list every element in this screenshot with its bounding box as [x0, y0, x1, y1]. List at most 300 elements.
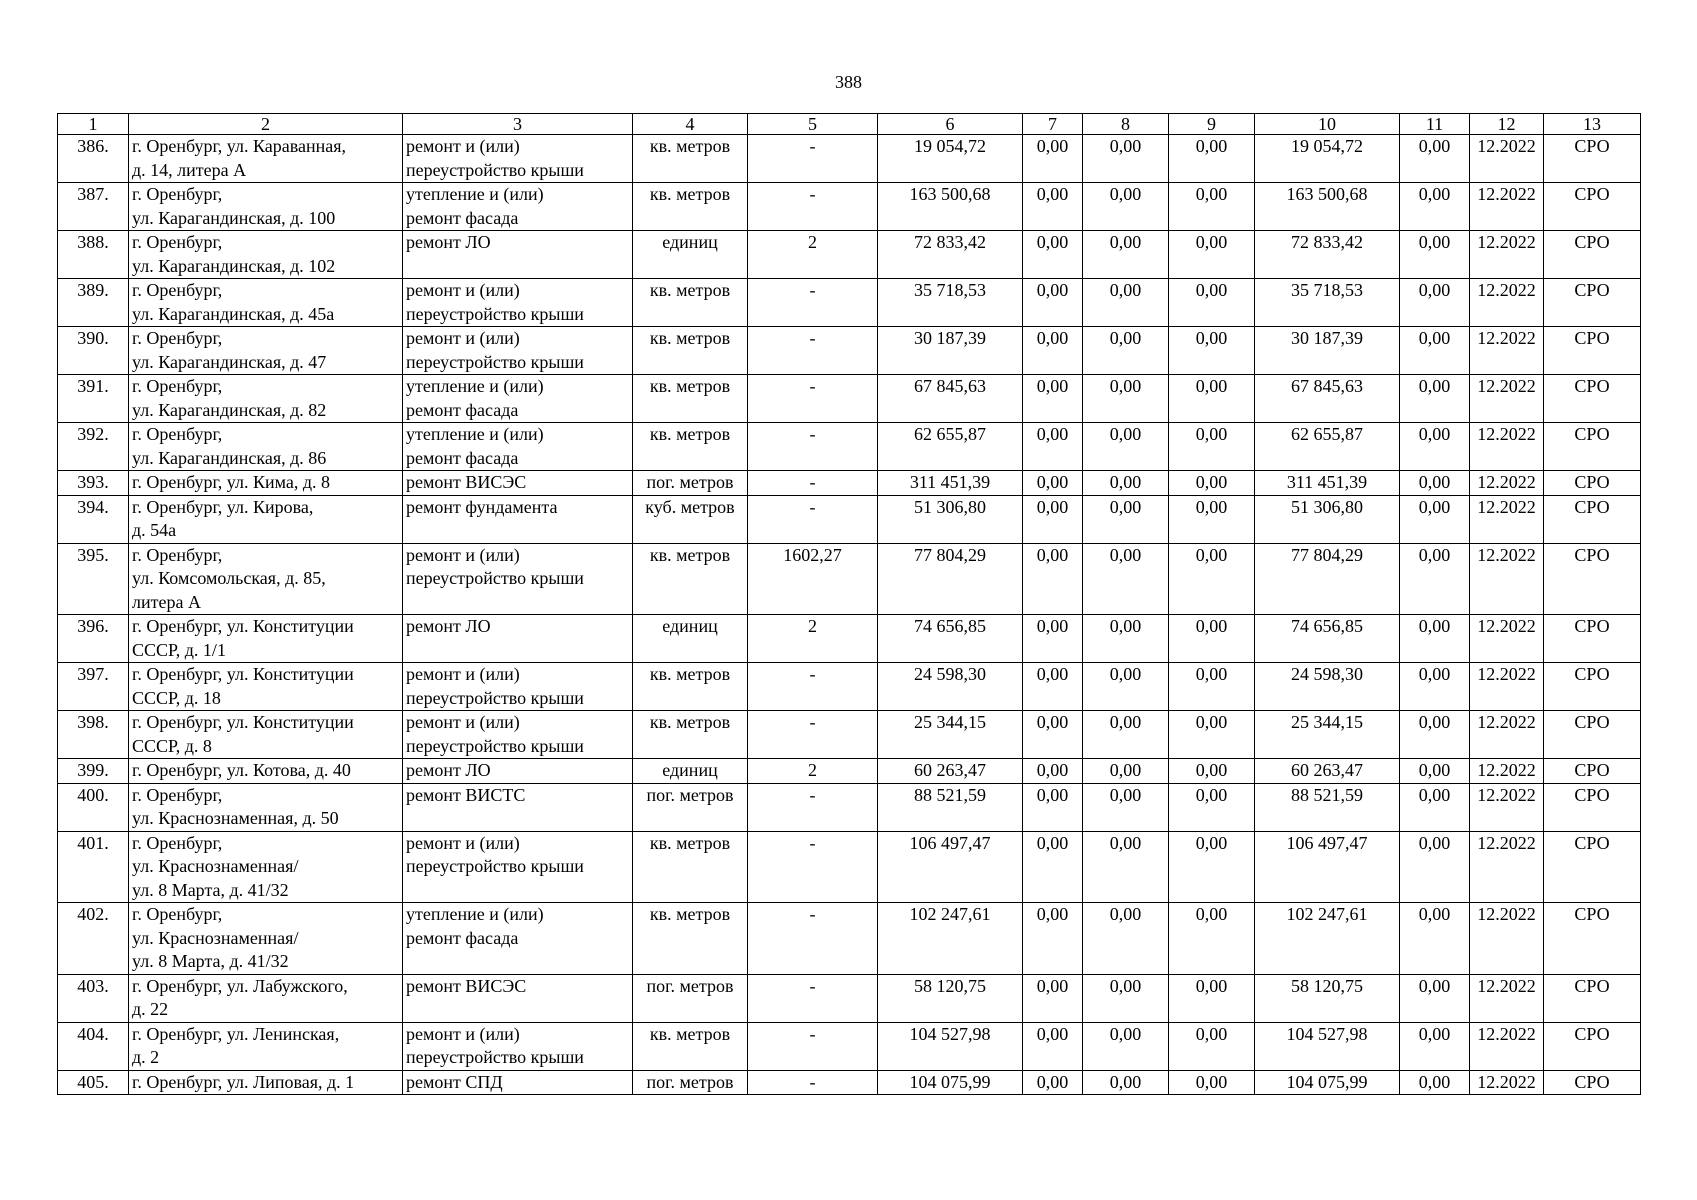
- completion-date: 12.2022: [1470, 783, 1544, 831]
- completion-date: 12.2022: [1470, 663, 1544, 711]
- total-cost: 24 598,30: [878, 663, 1023, 711]
- cost-col-9: 0,00: [1169, 903, 1255, 975]
- organization: СРО: [1544, 759, 1641, 784]
- work-type: [403, 471, 633, 496]
- unit: пог. метров: [633, 1070, 748, 1095]
- completion-date: 12.2022: [1470, 759, 1544, 784]
- cost-col-11: 0,00: [1400, 183, 1470, 231]
- address: [129, 663, 403, 711]
- work-type-line: ремонт и (или): [406, 328, 520, 348]
- organization: СРО: [1544, 327, 1641, 375]
- cost-col-7: 0,00: [1023, 375, 1083, 423]
- cost-col-7: 0,00: [1023, 135, 1083, 183]
- work-type-line: ремонт и (или): [406, 544, 520, 565]
- completion-date: 12.2022: [1470, 471, 1544, 496]
- work-type: [403, 183, 633, 231]
- row-number: 390.: [58, 327, 129, 375]
- row-number: 403.: [58, 974, 129, 1022]
- address: [129, 471, 403, 496]
- address-line: г. Оренбург,: [132, 184, 223, 204]
- address-line: д. 22: [132, 999, 169, 1019]
- row-number: 398.: [58, 711, 129, 759]
- cost-col-9: 0,00: [1169, 471, 1255, 496]
- work-type: [403, 1022, 633, 1070]
- work-type-line: утепление и (или): [406, 424, 544, 444]
- cost-col-11: 0,00: [1400, 759, 1470, 784]
- work-type: [403, 1070, 633, 1095]
- table-row: [58, 231, 1641, 279]
- cost-col-9: 0,00: [1169, 543, 1255, 615]
- cost-col-9: 0,00: [1169, 759, 1255, 784]
- address-line: г. Оренбург, ул. Конституции: [132, 712, 354, 732]
- unit: единиц: [633, 231, 748, 279]
- work-type-line: переустройство крыши: [406, 856, 584, 876]
- total-cost: 30 187,39: [878, 327, 1023, 375]
- work-type-line: ремонт и (или): [406, 136, 520, 156]
- address: [129, 974, 403, 1022]
- cost-col-9: 0,00: [1169, 1022, 1255, 1070]
- total-cost: 58 120,75: [878, 974, 1023, 1022]
- address: [129, 615, 403, 663]
- work-type-line: переустройство крыши: [406, 351, 584, 372]
- table-row: [58, 1070, 1641, 1095]
- cost-col-8: 0,00: [1083, 1022, 1169, 1070]
- work-type-line: утепление и (или): [406, 904, 544, 924]
- work-type-line: переустройство крыши: [406, 159, 584, 180]
- header-row: [58, 114, 1641, 135]
- row-number: 386.: [58, 135, 129, 183]
- work-type-line: переустройство крыши: [406, 735, 584, 756]
- row-number: 405.: [58, 1070, 129, 1095]
- cost-col-7: 0,00: [1023, 423, 1083, 471]
- work-type: [403, 663, 633, 711]
- address-line: ул. Карагандинская, д. 45а: [132, 303, 335, 324]
- address: [129, 831, 403, 903]
- work-type-line: переустройство крыши: [406, 1047, 584, 1067]
- completion-date: 12.2022: [1470, 495, 1544, 543]
- completion-date: 12.2022: [1470, 183, 1544, 231]
- organization: СРО: [1544, 135, 1641, 183]
- row-number: 388.: [58, 231, 129, 279]
- total-cost: 72 833,42: [878, 231, 1023, 279]
- address-line: ул. Карагандинская, д. 86: [132, 447, 327, 468]
- organization: СРО: [1544, 543, 1641, 615]
- cost-col-7: 0,00: [1023, 759, 1083, 784]
- completion-date: 12.2022: [1470, 543, 1544, 615]
- address-line: г. Оренбург, ул. Ленинская,: [132, 1023, 340, 1044]
- work-type-line: ремонт СПД: [406, 1071, 503, 1092]
- work-type: [403, 783, 633, 831]
- work-type-line: переустройство крыши: [406, 687, 584, 708]
- unit: единиц: [633, 759, 748, 784]
- cost-col-8: 0,00: [1083, 423, 1169, 471]
- address: [129, 543, 403, 615]
- address-line: г. Оренбург, ул. Конституции: [132, 664, 354, 684]
- cost-col-11: 0,00: [1400, 423, 1470, 471]
- quantity: -: [748, 783, 878, 831]
- cost-col-10: 74 656,85: [1255, 615, 1400, 663]
- total-cost: 62 655,87: [878, 423, 1023, 471]
- total-cost: 67 845,63: [878, 375, 1023, 423]
- cost-col-11: 0,00: [1400, 231, 1470, 279]
- address: [129, 759, 403, 784]
- work-type-line: ремонт фасада: [406, 447, 519, 468]
- address-line: ул. Краснознаменная/: [132, 856, 299, 876]
- unit: кв. метров: [633, 375, 748, 423]
- column-header: 1: [58, 114, 129, 135]
- cost-col-7: 0,00: [1023, 1022, 1083, 1070]
- organization: СРО: [1544, 495, 1641, 543]
- unit: кв. метров: [633, 327, 748, 375]
- cost-col-9: 0,00: [1169, 974, 1255, 1022]
- address: [129, 231, 403, 279]
- work-type-line: ремонт ВИСЭС: [406, 472, 527, 492]
- row-number: 399.: [58, 759, 129, 784]
- completion-date: 12.2022: [1470, 903, 1544, 975]
- cost-col-7: 0,00: [1023, 974, 1083, 1022]
- cost-col-10: 19 054,72: [1255, 135, 1400, 183]
- completion-date: 12.2022: [1470, 375, 1544, 423]
- completion-date: 12.2022: [1470, 423, 1544, 471]
- address-line: д. 14, литера А: [132, 159, 247, 180]
- cost-col-8: 0,00: [1083, 831, 1169, 903]
- cost-col-11: 0,00: [1400, 543, 1470, 615]
- column-header: 13: [1544, 114, 1641, 135]
- total-cost: 25 344,15: [878, 711, 1023, 759]
- work-type: [403, 759, 633, 784]
- cost-col-8: 0,00: [1083, 759, 1169, 784]
- work-type-line: ремонт и (или): [406, 1023, 520, 1044]
- work-type-line: ремонт фасада: [406, 927, 519, 948]
- cost-col-7: 0,00: [1023, 783, 1083, 831]
- address-line: ул. 8 Марта, д. 41/32: [132, 951, 289, 971]
- work-type-line: ремонт и (или): [406, 832, 520, 853]
- completion-date: 12.2022: [1470, 135, 1544, 183]
- table-row: [58, 327, 1641, 375]
- cost-col-7: 0,00: [1023, 711, 1083, 759]
- work-type: [403, 974, 633, 1022]
- organization: СРО: [1544, 375, 1641, 423]
- quantity: -: [748, 831, 878, 903]
- work-type-line: ремонт и (или): [406, 664, 520, 684]
- address: [129, 135, 403, 183]
- organization: СРО: [1544, 663, 1641, 711]
- address-line: СССР, д. 8: [132, 735, 212, 756]
- address-line: г. Оренбург,: [132, 376, 223, 396]
- cost-col-7: 0,00: [1023, 663, 1083, 711]
- table-row: [58, 663, 1641, 711]
- cost-col-10: 25 344,15: [1255, 711, 1400, 759]
- cost-col-11: 0,00: [1400, 135, 1470, 183]
- cost-col-7: 0,00: [1023, 183, 1083, 231]
- address-line: г. Оренбург, ул. Лабужского,: [132, 975, 348, 996]
- address-line: г. Оренбург, ул. Липовая, д. 1: [132, 1071, 355, 1092]
- work-type-line: переустройство крыши: [406, 303, 584, 324]
- cost-col-11: 0,00: [1400, 375, 1470, 423]
- unit: кв. метров: [633, 423, 748, 471]
- table-row: [58, 543, 1641, 615]
- column-header: 7: [1023, 114, 1083, 135]
- address-line: г. Оренбург,: [132, 784, 223, 805]
- total-cost: 106 497,47: [878, 831, 1023, 903]
- quantity: -: [748, 495, 878, 543]
- quantity: -: [748, 711, 878, 759]
- cost-col-9: 0,00: [1169, 135, 1255, 183]
- unit: пог. метров: [633, 471, 748, 496]
- address-line: г. Оренбург, ул. Котова, д. 40: [132, 760, 351, 780]
- cost-col-11: 0,00: [1400, 471, 1470, 496]
- cost-col-11: 0,00: [1400, 903, 1470, 975]
- unit: пог. метров: [633, 783, 748, 831]
- address: [129, 375, 403, 423]
- organization: СРО: [1544, 231, 1641, 279]
- address: [129, 783, 403, 831]
- address-line: д. 2: [132, 1047, 160, 1067]
- address-line: д. 54а: [132, 520, 177, 540]
- table-row: [58, 783, 1641, 831]
- unit: кв. метров: [633, 1022, 748, 1070]
- address-line: литера А: [132, 591, 201, 612]
- unit: единиц: [633, 615, 748, 663]
- organization: СРО: [1544, 279, 1641, 327]
- cost-col-8: 0,00: [1083, 135, 1169, 183]
- cost-col-8: 0,00: [1083, 543, 1169, 615]
- address: [129, 1022, 403, 1070]
- repair-plan-table: [57, 113, 1641, 1095]
- cost-col-11: 0,00: [1400, 831, 1470, 903]
- page-number: 388: [835, 72, 862, 92]
- cost-col-9: 0,00: [1169, 1070, 1255, 1095]
- column-header: 6: [878, 114, 1023, 135]
- cost-col-7: 0,00: [1023, 831, 1083, 903]
- table-row: [58, 471, 1641, 496]
- work-type-line: переустройство крыши: [406, 568, 584, 588]
- cost-col-10: 311 451,39: [1255, 471, 1400, 496]
- column-header: 8: [1083, 114, 1169, 135]
- unit: кв. метров: [633, 135, 748, 183]
- organization: СРО: [1544, 831, 1641, 903]
- table-row: [58, 183, 1641, 231]
- address-line: ул. Краснознаменная, д. 50: [132, 808, 339, 828]
- cost-col-11: 0,00: [1400, 663, 1470, 711]
- total-cost: 163 500,68: [878, 183, 1023, 231]
- work-type: [403, 831, 633, 903]
- work-type: [403, 495, 633, 543]
- total-cost: 88 521,59: [878, 783, 1023, 831]
- table-row: [58, 135, 1641, 183]
- cost-col-8: 0,00: [1083, 783, 1169, 831]
- total-cost: 60 263,47: [878, 759, 1023, 784]
- row-number: 397.: [58, 663, 129, 711]
- unit: кв. метров: [633, 183, 748, 231]
- cost-col-10: 77 804,29: [1255, 543, 1400, 615]
- address: [129, 327, 403, 375]
- cost-col-10: 35 718,53: [1255, 279, 1400, 327]
- address: [129, 495, 403, 543]
- cost-col-8: 0,00: [1083, 471, 1169, 496]
- organization: СРО: [1544, 711, 1641, 759]
- cost-col-9: 0,00: [1169, 183, 1255, 231]
- table-row: [58, 615, 1641, 663]
- cost-col-8: 0,00: [1083, 375, 1169, 423]
- address: [129, 1070, 403, 1095]
- cost-col-9: 0,00: [1169, 711, 1255, 759]
- cost-col-11: 0,00: [1400, 327, 1470, 375]
- quantity: -: [748, 279, 878, 327]
- cost-col-9: 0,00: [1169, 279, 1255, 327]
- cost-col-7: 0,00: [1023, 279, 1083, 327]
- quantity: -: [748, 471, 878, 496]
- cost-col-9: 0,00: [1169, 495, 1255, 543]
- total-cost: 311 451,39: [878, 471, 1023, 496]
- total-cost: 35 718,53: [878, 279, 1023, 327]
- cost-col-10: 51 306,80: [1255, 495, 1400, 543]
- table-row: [58, 974, 1641, 1022]
- work-type-line: ремонт и (или): [406, 280, 520, 300]
- row-number: 401.: [58, 831, 129, 903]
- cost-col-8: 0,00: [1083, 231, 1169, 279]
- cost-col-10: 104 075,99: [1255, 1070, 1400, 1095]
- table-row: [58, 279, 1641, 327]
- work-type: [403, 903, 633, 975]
- work-type: [403, 231, 633, 279]
- cost-col-10: 67 845,63: [1255, 375, 1400, 423]
- quantity: -: [748, 375, 878, 423]
- cost-col-10: 24 598,30: [1255, 663, 1400, 711]
- quantity: 1602,27: [748, 543, 878, 615]
- table-row: [58, 375, 1641, 423]
- cost-col-10: 106 497,47: [1255, 831, 1400, 903]
- row-number: 392.: [58, 423, 129, 471]
- row-number: 393.: [58, 471, 129, 496]
- work-type-line: ремонт ВИСЭС: [406, 975, 527, 996]
- address: [129, 903, 403, 975]
- column-header: 11: [1400, 114, 1470, 135]
- cost-col-11: 0,00: [1400, 974, 1470, 1022]
- cost-col-7: 0,00: [1023, 471, 1083, 496]
- table-row: [58, 831, 1641, 903]
- cost-col-9: 0,00: [1169, 831, 1255, 903]
- work-type-line: ремонт ЛО: [406, 760, 491, 780]
- organization: СРО: [1544, 903, 1641, 975]
- address-line: СССР, д. 1/1: [132, 639, 226, 660]
- row-number: 400.: [58, 783, 129, 831]
- cost-col-10: 104 527,98: [1255, 1022, 1400, 1070]
- unit: кв. метров: [633, 903, 748, 975]
- cost-col-11: 0,00: [1400, 1022, 1470, 1070]
- quantity: -: [748, 1022, 878, 1070]
- quantity: -: [748, 663, 878, 711]
- completion-date: 12.2022: [1470, 831, 1544, 903]
- total-cost: 19 054,72: [878, 135, 1023, 183]
- cost-col-8: 0,00: [1083, 183, 1169, 231]
- cost-col-7: 0,00: [1023, 231, 1083, 279]
- total-cost: 104 527,98: [878, 1022, 1023, 1070]
- organization: СРО: [1544, 1070, 1641, 1095]
- row-number: 391.: [58, 375, 129, 423]
- cost-col-7: 0,00: [1023, 495, 1083, 543]
- table-row: [58, 903, 1641, 975]
- cost-col-11: 0,00: [1400, 1070, 1470, 1095]
- address: [129, 423, 403, 471]
- cost-col-8: 0,00: [1083, 711, 1169, 759]
- unit: куб. метров: [633, 495, 748, 543]
- row-number: 396.: [58, 615, 129, 663]
- completion-date: 12.2022: [1470, 327, 1544, 375]
- quantity: -: [748, 327, 878, 375]
- column-header: 4: [633, 114, 748, 135]
- column-header: 2: [129, 114, 403, 135]
- quantity: -: [748, 903, 878, 975]
- cost-col-7: 0,00: [1023, 903, 1083, 975]
- work-type: [403, 135, 633, 183]
- unit: кв. метров: [633, 543, 748, 615]
- cost-col-11: 0,00: [1400, 711, 1470, 759]
- address-line: г. Оренбург,: [132, 544, 223, 565]
- address-line: ул. Комсомольская, д. 85,: [132, 568, 326, 588]
- completion-date: 12.2022: [1470, 231, 1544, 279]
- cost-col-9: 0,00: [1169, 375, 1255, 423]
- cost-col-10: 62 655,87: [1255, 423, 1400, 471]
- address-line: г. Оренбург, ул. Кима, д. 8: [132, 472, 331, 492]
- row-number: 402.: [58, 903, 129, 975]
- work-type-line: утепление и (или): [406, 184, 544, 204]
- work-type: [403, 279, 633, 327]
- address-line: ул. Карагандинская, д. 100: [132, 207, 336, 228]
- address: [129, 183, 403, 231]
- quantity: -: [748, 1070, 878, 1095]
- column-header: 12: [1470, 114, 1544, 135]
- address-line: ул. Карагандинская, д. 102: [132, 255, 336, 276]
- organization: СРО: [1544, 615, 1641, 663]
- quantity: -: [748, 135, 878, 183]
- cost-col-10: 102 247,61: [1255, 903, 1400, 975]
- cost-col-7: 0,00: [1023, 327, 1083, 375]
- organization: СРО: [1544, 783, 1641, 831]
- table-row: [58, 495, 1641, 543]
- cost-col-11: 0,00: [1400, 279, 1470, 327]
- total-cost: 104 075,99: [878, 1070, 1023, 1095]
- completion-date: 12.2022: [1470, 1022, 1544, 1070]
- completion-date: 12.2022: [1470, 279, 1544, 327]
- address-line: г. Оренбург,: [132, 280, 223, 300]
- cost-col-9: 0,00: [1169, 423, 1255, 471]
- completion-date: 12.2022: [1470, 615, 1544, 663]
- work-type: [403, 327, 633, 375]
- cost-col-10: 72 833,42: [1255, 231, 1400, 279]
- work-type-line: ремонт фундамента: [406, 496, 558, 517]
- address-line: СССР, д. 18: [132, 687, 221, 708]
- address-line: ул. Краснознаменная/: [132, 927, 299, 948]
- organization: СРО: [1544, 471, 1641, 496]
- column-header: 9: [1169, 114, 1255, 135]
- total-cost: 74 656,85: [878, 615, 1023, 663]
- table-row: [58, 759, 1641, 784]
- organization: СРО: [1544, 1022, 1641, 1070]
- quantity: -: [748, 974, 878, 1022]
- cost-col-8: 0,00: [1083, 974, 1169, 1022]
- row-number: 394.: [58, 495, 129, 543]
- cost-col-7: 0,00: [1023, 543, 1083, 615]
- address-line: г. Оренбург, ул. Кирова,: [132, 496, 314, 517]
- completion-date: 12.2022: [1470, 974, 1544, 1022]
- unit: пог. метров: [633, 974, 748, 1022]
- cost-col-7: 0,00: [1023, 1070, 1083, 1095]
- cost-col-8: 0,00: [1083, 1070, 1169, 1095]
- quantity: -: [748, 423, 878, 471]
- unit: кв. метров: [633, 279, 748, 327]
- address-line: г. Оренбург,: [132, 904, 223, 924]
